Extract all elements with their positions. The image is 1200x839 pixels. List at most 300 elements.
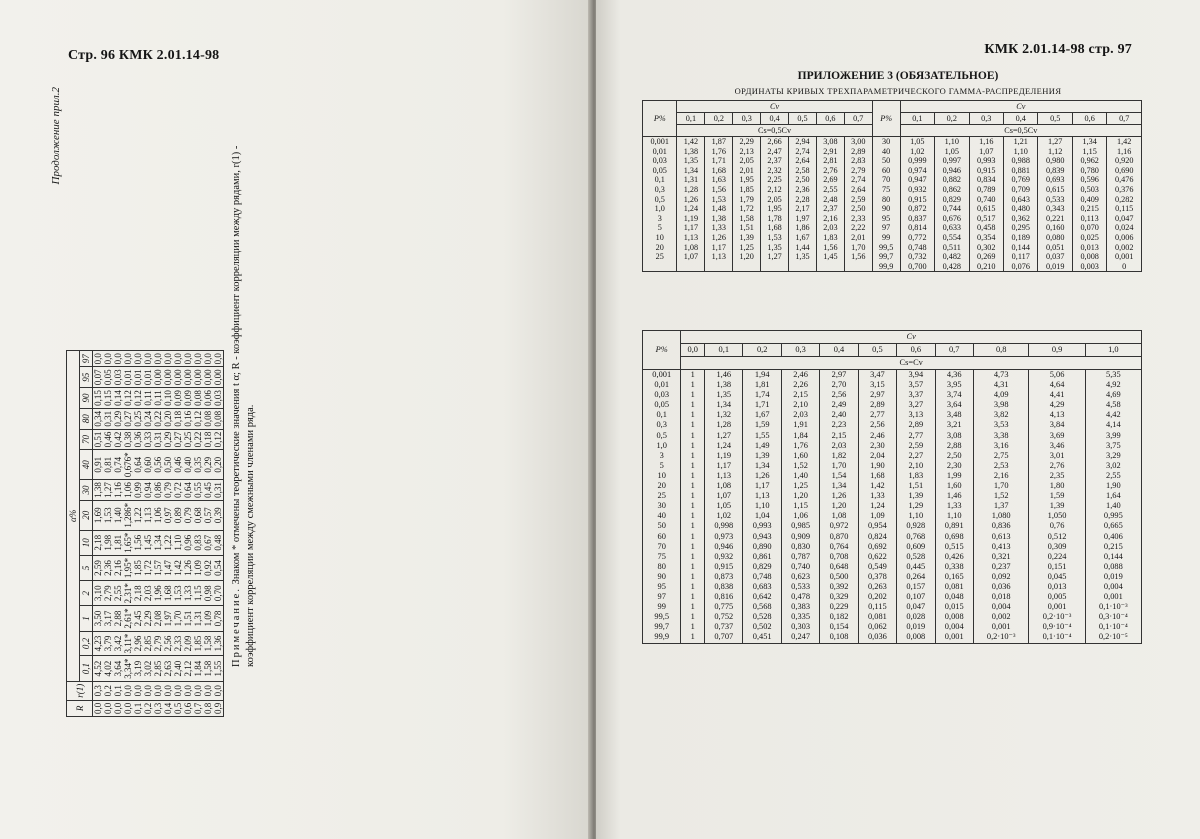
table-cell: 1,25	[733, 243, 761, 253]
table-row	[643, 562, 1142, 572]
table-cell: 3	[643, 214, 677, 224]
table-cell: 1,24	[677, 204, 705, 214]
table-cell: 1,38	[93, 480, 104, 501]
table-cell: 0,68	[193, 500, 203, 530]
table-cell: 2,63	[163, 656, 173, 681]
cv-col-header: 0,4	[761, 113, 789, 125]
table-cell: 2,64	[844, 185, 872, 195]
alpha-col-header: 5	[80, 555, 93, 580]
table-cell: 0,623	[781, 572, 819, 582]
table-cell: 0,03	[643, 390, 681, 400]
table-cell: 3,10	[93, 581, 104, 606]
table-cell: 0,451	[743, 632, 781, 643]
table-cell: 0,321	[973, 552, 1029, 562]
table-cell: 1,35	[705, 390, 743, 400]
table-cell: 0,915	[969, 166, 1003, 176]
table-cell: 1,85	[193, 631, 203, 656]
table-cell: 0,113	[1072, 214, 1106, 224]
table-cs-row	[643, 357, 1142, 370]
table-cell: 0,117	[1004, 252, 1038, 262]
table-cell: 2,04	[858, 451, 896, 461]
table-cell: 0,622	[858, 552, 896, 562]
table-cell: 1,07	[969, 147, 1003, 157]
table-cell: 0,1·10⁻³	[1085, 602, 1141, 612]
table-cell: 1,95	[733, 175, 761, 185]
table-cell: 2,58	[789, 166, 817, 176]
table-cell: 1,70	[973, 481, 1029, 491]
table-cell: 0,2·10⁻⁵	[1085, 632, 1141, 643]
table-row	[643, 233, 1142, 243]
table-cell: 1,26	[705, 233, 733, 243]
table-cell: 3,48	[935, 410, 973, 420]
table-cell: 1,60	[935, 481, 973, 491]
table-cell: 0,3	[643, 185, 677, 195]
table-cell: 1	[681, 612, 705, 622]
table-cell: 0,732	[900, 252, 934, 262]
table-cell: 0,690	[1107, 166, 1142, 176]
table-cell: 2,15	[781, 390, 819, 400]
gamma-table-half-cv	[642, 100, 1142, 272]
table-cell: 1	[681, 451, 705, 461]
table-cell: 0,92	[203, 555, 213, 580]
table-cell: 0,004	[973, 602, 1029, 612]
table-cell: 1,34	[820, 481, 858, 491]
table-cell: 1,32	[705, 410, 743, 420]
alpha-col-header: 97	[80, 351, 93, 367]
table-cell: 0,2·10⁻³	[1029, 612, 1085, 622]
table-cell: 0,165	[935, 572, 973, 582]
table-cell: 2,77	[897, 431, 935, 441]
table-cell: 1,24	[705, 441, 743, 451]
table-cell: 0,008	[935, 612, 973, 622]
table-cell: 0,036	[973, 582, 1029, 592]
table-cell: 0,005	[1029, 592, 1085, 602]
table-cell: 1,13	[143, 500, 153, 530]
table-cell: 25	[643, 252, 677, 262]
table-cell: 0,215	[1072, 204, 1106, 214]
table-row	[643, 612, 1142, 622]
table-cell: 1	[681, 461, 705, 471]
table-cell: 3,15	[858, 380, 896, 390]
table-row	[643, 501, 1142, 511]
table-cell: 0,426	[935, 552, 973, 562]
table-cell: 0,46	[173, 450, 183, 480]
table-cell: 2,37	[816, 204, 844, 214]
table-cell: 1,17	[705, 461, 743, 471]
table-cell: 1,42	[173, 555, 183, 580]
table-cell: 0,144	[1085, 552, 1141, 562]
table-cell: 2,50	[844, 204, 872, 214]
table-cell: 1,76	[705, 147, 733, 157]
table-cell: 4,41	[1029, 390, 1085, 400]
table-cell: 1,42	[858, 481, 896, 491]
table-cell: 1,95*	[123, 555, 133, 580]
table-cell: 0,210	[969, 262, 1003, 272]
table-cell: 0,11	[143, 388, 153, 409]
table-cell: 2,53	[973, 461, 1029, 471]
cv-col-header: 0,4	[820, 344, 858, 357]
table-cell: 1,39	[1029, 501, 1085, 511]
table-cell: 0,076	[1004, 262, 1038, 272]
table-cell: 1,56	[844, 252, 872, 262]
table-cell: 1	[681, 521, 705, 531]
table-cell: 0,517	[969, 214, 1003, 224]
table-cell: 1,63	[705, 175, 733, 185]
table-cell: 10	[643, 471, 681, 481]
table-cell: 1,49	[743, 441, 781, 451]
alpha-col-header: 80	[80, 408, 93, 429]
table-cell: 0,081	[858, 612, 896, 622]
table-cell: 0,974	[900, 166, 934, 176]
table-cell: 0	[1107, 262, 1142, 272]
table-row	[643, 572, 1142, 582]
table-row	[173, 351, 183, 717]
table-cell: 0,31	[153, 429, 163, 450]
table-cell: 2,33	[844, 214, 872, 224]
table-cell: 0,092	[973, 572, 1029, 582]
table-cell: 0,748	[743, 572, 781, 582]
gamma-table-cs-equal-cv	[642, 330, 1142, 644]
table-cell: 1	[681, 602, 705, 612]
table-cell: 1,34	[743, 461, 781, 471]
table-cell: 0,882	[935, 175, 969, 185]
table-cell: 0,57	[203, 500, 213, 530]
table-cell: 1,69	[93, 500, 104, 530]
table-cell: 1,16	[969, 137, 1003, 147]
table-cell: 0,816	[705, 592, 743, 602]
table-cell: 4,31	[973, 380, 1029, 390]
table-cell: 30	[872, 137, 900, 147]
table-cell: 0,89	[173, 500, 183, 530]
table-cell: 1,21	[1004, 137, 1038, 147]
table-cell: 1,34	[677, 166, 705, 176]
table-cell: 1,050	[1029, 511, 1085, 521]
table-cell: 0,24	[143, 408, 153, 429]
table-cell: 0,0	[133, 351, 143, 367]
table-cell: 0,013	[1029, 582, 1085, 592]
table-cell: 0,0	[93, 700, 104, 716]
table-cell: 3,02	[143, 656, 153, 681]
table-cell: 1	[681, 572, 705, 582]
table-row	[643, 542, 1142, 552]
table-cell: 90	[643, 572, 681, 582]
table-cell: 0,985	[781, 521, 819, 531]
table-cell: 3,27	[897, 400, 935, 410]
table-cell: 2,25	[761, 175, 789, 185]
table-cell: 1,68	[163, 581, 173, 606]
table-cell: 1,51	[897, 481, 935, 491]
table-row	[643, 175, 1142, 185]
table-cell: 0,406	[1085, 532, 1141, 542]
table-row	[643, 622, 1142, 632]
table-cell: 99,9	[643, 632, 681, 643]
table-cell: 0,05	[643, 400, 681, 410]
table-cell: 0,39	[213, 500, 224, 530]
table-cell: 0,769	[1004, 175, 1038, 185]
cv-col-header: 0,2	[935, 113, 969, 125]
table-cell: 1	[681, 592, 705, 602]
table-cell: 1,34	[1072, 137, 1106, 147]
table-cell: 1,10	[935, 137, 969, 147]
table-cell: 0,269	[969, 252, 1003, 262]
cv-col-header: 0,7	[1107, 113, 1142, 125]
table-cell: 0,024	[1107, 223, 1142, 233]
table-cell: 3,64	[935, 400, 973, 410]
table-cell: 2,10	[781, 400, 819, 410]
table-cell: 1,72	[143, 555, 153, 580]
table-cell: 0,568	[743, 602, 781, 612]
table-cell: 0,478	[781, 592, 819, 602]
table-cell: 4,92	[1085, 380, 1141, 390]
table-cell: 0,0	[153, 681, 163, 700]
table-cell: 0,295	[1004, 223, 1038, 233]
table-cell: 40	[643, 511, 681, 521]
table-cell: 99,7	[872, 252, 900, 262]
table-cell: 2,13	[733, 147, 761, 157]
table-cell: 4,64	[1029, 380, 1085, 390]
table-cell: 0,047	[1107, 214, 1142, 224]
table-cell: 0,05	[103, 367, 113, 388]
table-cell: 1,33	[858, 491, 896, 501]
table-cell: 0,3·10⁻⁴	[1085, 612, 1141, 622]
table-cell: 0,01	[123, 367, 133, 388]
table-cell: 1,16	[113, 480, 123, 501]
table-cell: 2,35	[1029, 471, 1085, 481]
table-cell: 2,66	[761, 137, 789, 147]
table-cell: 0,5	[173, 700, 183, 716]
table-cell: 0,46	[103, 429, 113, 450]
table-cell: 0,740	[781, 562, 819, 572]
table-cell: 4,42	[1085, 410, 1141, 420]
table-cell: 0,15	[103, 388, 113, 409]
table-cell: 0,838	[705, 582, 743, 592]
table-row	[643, 370, 1142, 381]
table-row	[153, 351, 163, 717]
table-cell: 99,5	[643, 612, 681, 622]
table-cell: 1,53	[173, 581, 183, 606]
table-cell: 0,0	[93, 351, 104, 367]
table-cell: 0,6	[183, 700, 193, 716]
table-cell: 0,22	[153, 408, 163, 429]
table-row	[643, 410, 1142, 420]
table-cell: 0,088	[1085, 562, 1141, 572]
table-cell: 0,29	[203, 450, 213, 480]
table-cell: 1,10	[1004, 147, 1038, 157]
table-cell: 0,528	[743, 612, 781, 622]
table-cell: 3,64	[113, 656, 123, 681]
table-cell: 0,0	[153, 351, 163, 367]
table-cell: 4,14	[1085, 420, 1141, 430]
table-cell: 1,64	[1085, 491, 1141, 501]
table-cell: 0,836	[973, 521, 1029, 531]
table-cell: 20	[643, 243, 677, 253]
table-cell: 3,02	[1085, 461, 1141, 471]
table-cell: 4,73	[973, 370, 1029, 381]
table-cell: 1,26	[820, 491, 858, 501]
table-cell: 0,0	[193, 351, 203, 367]
cv-col-header: 0,3	[969, 113, 1003, 125]
table-row	[643, 521, 1142, 531]
table-cell: 1,76	[781, 441, 819, 451]
table-cell: 0,870	[820, 532, 858, 542]
table-cell: 2,36	[103, 555, 113, 580]
table-cell: 2,29	[143, 606, 153, 631]
table-cell: 2,74	[844, 175, 872, 185]
table-cell: 1	[681, 542, 705, 552]
table-cell: 0,873	[705, 572, 743, 582]
table-cell: 1,35	[789, 252, 817, 262]
table-cell: 0,1·10⁻⁴	[1085, 622, 1141, 632]
table-cell: 0,50	[163, 450, 173, 480]
table-cell: 0,693	[1038, 175, 1072, 185]
table-cell: 0,0	[123, 700, 133, 716]
table-cell: 0,335	[781, 612, 819, 622]
table-cell: 1	[681, 400, 705, 410]
table-cell: 0,008	[1072, 252, 1106, 262]
table-cell: 4,69	[1085, 390, 1141, 400]
table-cell: 0,22	[193, 429, 203, 450]
table-cell: 2,12	[761, 185, 789, 195]
table-row	[643, 185, 1142, 195]
table-cell: 0,500	[820, 572, 858, 582]
table-cell: 1,90	[858, 461, 896, 471]
table-cell: 0,676*	[123, 450, 133, 480]
table-cell: 3,94	[897, 370, 935, 381]
table-cell: 0,5	[643, 195, 677, 205]
table-cell: 1,13	[705, 252, 733, 262]
table-cell: 0,973	[705, 532, 743, 542]
table-row	[113, 351, 123, 717]
table-cell: 2,83	[844, 156, 872, 166]
table-cell: 1,94	[743, 370, 781, 381]
cs-label: Cs=0,5Cv	[677, 125, 872, 137]
table-cell: 0,709	[1004, 185, 1038, 195]
table-cell: 1,48	[705, 204, 733, 214]
table-cell: 1,71	[743, 400, 781, 410]
table-cell: 2,59	[844, 195, 872, 205]
table-cell: 0,775	[705, 602, 743, 612]
table-cell: 1,59	[743, 420, 781, 430]
table-cell: 0,643	[1004, 195, 1038, 205]
table-cell: 1,28	[677, 185, 705, 195]
table-header-row	[643, 331, 1142, 344]
table-cell: 1,35	[761, 243, 789, 253]
table-cell: 1,12	[1038, 147, 1072, 157]
table-cell: 70	[643, 542, 681, 552]
table-cell: 1,22	[163, 530, 173, 555]
table-cell: 0,062	[858, 622, 896, 632]
table-cell: 1,28	[705, 420, 743, 430]
table-cell: 1,0	[643, 441, 681, 451]
table-cell: 1,58	[203, 631, 213, 656]
table-cell: 0,768	[897, 532, 935, 542]
table-cell: 0,829	[743, 562, 781, 572]
table-row	[643, 223, 1142, 233]
table-cell: 0,91	[93, 450, 104, 480]
table-cell: 1,36	[213, 631, 224, 656]
table-cell: 75	[872, 185, 900, 195]
table-cell: 1,70	[173, 606, 183, 631]
table-cell: 1,40	[1085, 501, 1141, 511]
cv-col-header: 0,0	[681, 344, 705, 357]
table-cell: 1,286*	[123, 500, 133, 530]
col-header-r: R	[67, 700, 93, 716]
table-row	[183, 351, 193, 717]
table-cell: 1,10	[897, 511, 935, 521]
table-cell: 2,75	[973, 451, 1029, 461]
table-cell: 0,2	[143, 700, 153, 716]
table-cell: 0,0	[173, 351, 183, 367]
table-cell: 1,90	[1085, 481, 1141, 491]
table-cell: 1,83	[897, 471, 935, 481]
table-row	[643, 156, 1142, 166]
table-cell: 0,019	[1085, 572, 1141, 582]
table-cell: 0,772	[900, 233, 934, 243]
table-cell: 2,03	[816, 223, 844, 233]
table-cell: 1,53	[705, 195, 733, 205]
table-cell: 0,834	[969, 175, 1003, 185]
table-cell: 2,49	[820, 400, 858, 410]
table-cell: 1,91	[781, 420, 819, 430]
table-cell: 1,02	[900, 147, 934, 157]
table-cell	[761, 262, 789, 272]
table-cell: 0,737	[705, 622, 743, 632]
table-cell: 0,633	[935, 223, 969, 233]
table-cell: 0,0	[183, 351, 193, 367]
table-cell: 1,39	[743, 451, 781, 461]
table-cell: 0,94	[143, 480, 153, 501]
table-cell: 4,29	[1029, 400, 1085, 410]
table-cell: 0,00	[153, 367, 163, 388]
cs-label: Cs=0,5Cv	[900, 125, 1141, 137]
table-cell: 1,19	[677, 214, 705, 224]
table-cell: 0,06	[203, 388, 213, 409]
table-cell: 0,008	[897, 632, 935, 643]
table-cell: 0,028	[897, 612, 935, 622]
table-cell: 0,3	[153, 700, 163, 716]
table-cell: 2,55	[1085, 471, 1141, 481]
table-row	[643, 451, 1142, 461]
table-cell: 0,0	[103, 700, 113, 716]
table-cell: 1,65*	[123, 530, 133, 555]
table-cell: 3,13	[897, 410, 935, 420]
table-cell: 2,05	[761, 195, 789, 205]
rotated-table-block	[50, 83, 352, 717]
table-cell: 0,00	[183, 367, 193, 388]
table-cell: 0,01	[643, 147, 677, 157]
table-subheader-row	[643, 344, 1142, 357]
table-row	[133, 351, 143, 717]
table-cell: 0,692	[858, 542, 896, 552]
table-cell: 2,18	[133, 581, 143, 606]
table-cell: 1,17	[677, 223, 705, 233]
table-cell: 2,26	[781, 380, 819, 390]
table-cell: 0,780	[1072, 166, 1106, 176]
cv-col-header: 0,4	[1004, 113, 1038, 125]
table-cell: 0,698	[935, 532, 973, 542]
table-cell	[705, 262, 733, 272]
table-cell: 0,001	[643, 137, 677, 147]
correlation-table	[66, 350, 224, 717]
table-cell: 1,59	[1029, 491, 1085, 501]
table-cell: 1,58	[203, 656, 213, 681]
table-cell: 0,915	[900, 195, 934, 205]
table-cell: 0,74	[113, 450, 123, 480]
table-cell: 0,79	[163, 480, 173, 501]
table-cell: 2,16	[816, 214, 844, 224]
table-cell: 0,15	[93, 388, 104, 409]
table-cell: 0,515	[935, 542, 973, 552]
